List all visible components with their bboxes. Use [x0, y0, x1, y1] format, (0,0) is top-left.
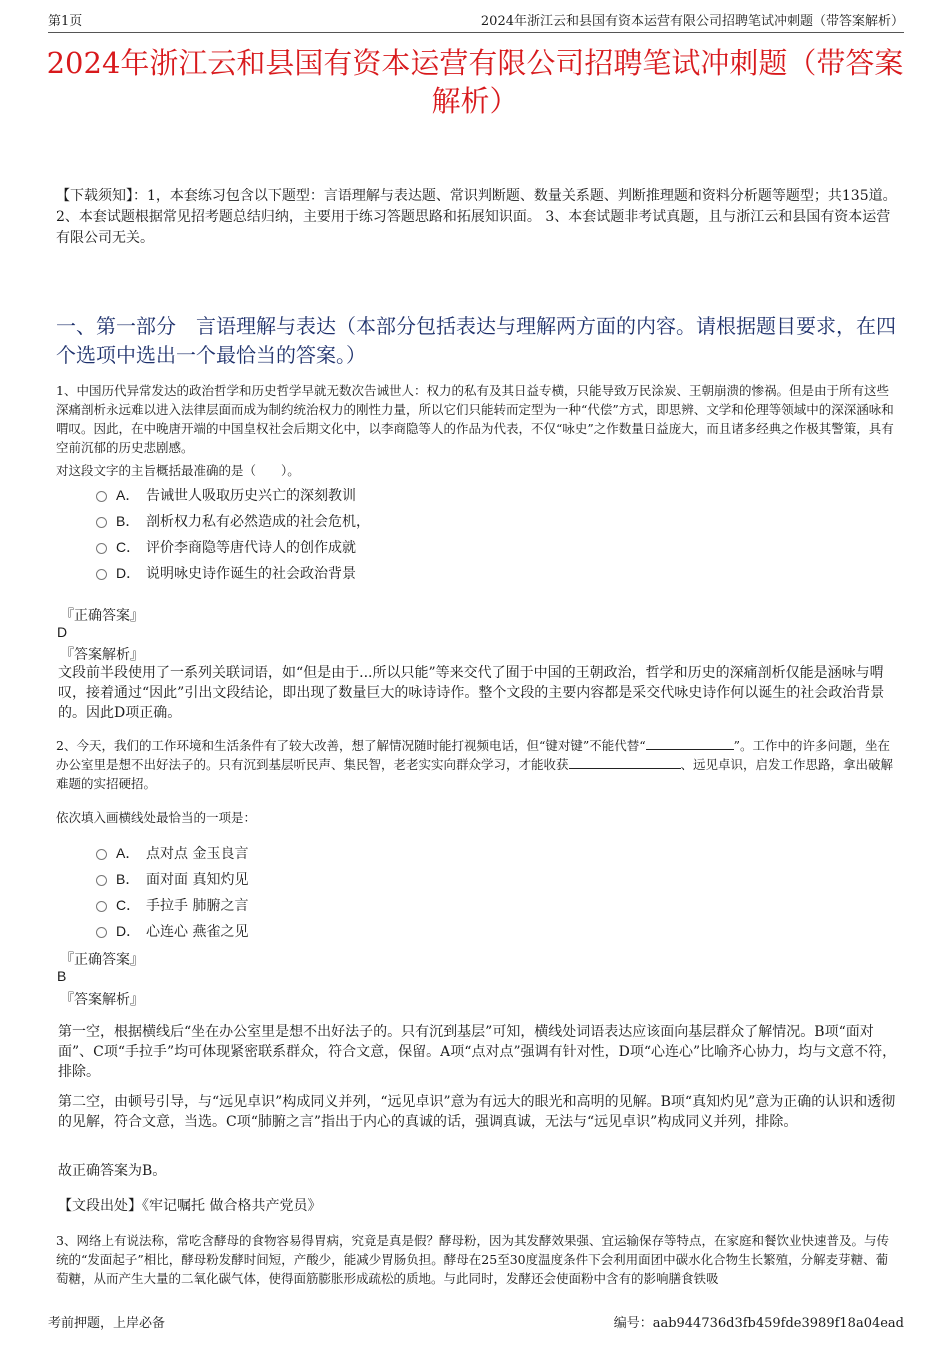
q2-option-d[interactable]: [96, 921, 248, 941]
radio-icon[interactable]: [96, 927, 107, 938]
document-title: 2024年浙江云和县国有资本运营有限公司招聘笔试冲刺题（带答案解析）: [46, 46, 904, 118]
option-text: 点对点 金玉良言: [146, 846, 249, 862]
q2-analysis-para-2: 第二空，由顿号引导，与“远见卓识”构成同义并列，“远见卓识”意为有远大的眼光和高明的见解。B项“真知灼见”意为正确的认识和透彻的见解，符合文意，当选。C项“肺腑之言”指出于内心的真诚的话，强调真诚，无法与“远见卓识”构成同义并列，排除。: [58, 1094, 896, 1130]
q1-option-d[interactable]: [96, 563, 356, 583]
q2-option-c[interactable]: [96, 895, 248, 915]
option-letter: A．: [116, 845, 140, 861]
q1-option-b[interactable]: [96, 511, 370, 531]
fill-blank-1: [646, 737, 734, 750]
option-text: 说明咏史诗作诞生的社会政治背景: [146, 566, 356, 582]
option-letter: B．: [116, 513, 140, 529]
q1-analysis: 文段前半段使用了一系列关联词语，如“但是由于...所以只能”等来交代了囿于中国的王朝政治，哲学和历史的深痛剖析仅能是涵咏与喟叹，接着通过“因此”引出文段结论，即出现了数量巨大的咏诗诗作。整个文段的主要内容都是采交代咏史诗作何以诞生的社会政治背景的。因此D项正确。: [58, 665, 885, 721]
header-doc-title: 2024年浙江云和县国有资本运营有限公司招聘笔试冲刺题（带答案解析）: [480, 14, 904, 29]
option-letter: D．: [116, 923, 141, 939]
q2-analysis-label: 『答案解析』: [60, 992, 144, 1008]
option-letter: B．: [116, 871, 140, 887]
page-header: [48, 10, 904, 33]
q2-stem: [56, 736, 898, 793]
q1-stem: 1、中国历代异常发达的政治哲学和历史哲学早就无数次告诫世人：权力的私有及其日益专横，只能导致万民涂炭、王朝崩溃的惨祸。但是由于所有这些深痛剖析永远难以进入法律层面而成为制约统治权力的刚性力量，所以它们只能转而定型为一种“代偿”方式，即思辨、文学和伦理等领域中的深深涵咏和喟叹。因此，在中晚唐开端的中国皇权社会后期文化中，以李商隐等人的作品为代表，不仅“咏史”之作数量日益庞大，而且诸多经典之作极其警策，具有空前沉郁的历史悲剧感。: [56, 383, 894, 455]
q2-stem-part-2: ”。工作中的许多问题，坐在办公室里是想不出好法子的。只有沉到基层听民声、集民智，老老实实向群众学习，才能收获: [56, 738, 891, 772]
q1-option-c[interactable]: [96, 537, 356, 557]
q3-stem: 3、网络上有说法称，常吃含酵母的食物容易得胃病，究竟是真是假？酵母粉，因为其发酵效果强、宜运输保存等特点，在家庭和餐饮业快速普及。与传统的“发面起子”相比，酵母粉发酵时间短，产酸少，能减少胃肠负担。酵母在25至30度温度条件下会利用面团中碳水化合物生长繁殖，分解麦芽糖、葡萄糖，从而产生大量的二氧化碳气体，使得面筋膨胀形成疏松的质地。与此同时，发酵还会使面粉中含有的影响膳食铁吸: [56, 1233, 889, 1286]
page-number: 第1页: [48, 14, 83, 29]
footer-slogan: 考前押题，上岸必备: [48, 1316, 166, 1331]
q2-answer: B: [57, 968, 67, 984]
q2-ask: 依次填入画横线处最恰当的一项是：: [56, 810, 257, 825]
option-text: 评价李商隐等唐代诗人的创作成就: [146, 540, 356, 556]
q2-conclusion: 故正确答案为B。: [58, 1163, 167, 1179]
section-heading: 一、第一部分 言语理解与表达（本部分包括表达与理解两方面的内容。请根据题目要求，在四个选项中选出一个最恰当的答案。）: [56, 314, 896, 367]
q2-option-a[interactable]: [96, 843, 248, 863]
q2-analysis-para-1: 第一空，根据横线后“坐在办公室里是想不出好法子的。只有沉到基层”可知，横线处词语表达应该面向基层群众了解情况。B项“面对面”、C项“手拉手”均可体现紧密联系群众，符合文意，保留。A项“点对点”强调有针对性，D项“心连心”比喻齐心协力，均与文意不符，排除。: [58, 1024, 897, 1080]
radio-icon[interactable]: [96, 517, 107, 528]
q2-option-b[interactable]: [96, 869, 248, 889]
footer-serial: 编号：aab944736d3fb459fde3989f18a04ead: [613, 1316, 904, 1331]
option-text: 告诫世人吸取历史兴亡的深刻教训: [146, 488, 356, 504]
q1-ask: 对这段文字的主旨概括最准确的是（ ）。: [56, 463, 300, 478]
q2-stem-part-1: 2、今天，我们的工作环境和生活条件有了较大改善，想了解情况随时能打视频电话，但“键对键”不能代替“: [56, 738, 646, 753]
option-text: 面对面 真知灼见: [146, 872, 249, 888]
radio-icon[interactable]: [96, 569, 107, 580]
option-letter: C．: [116, 539, 141, 555]
q2-source: [58, 1196, 898, 1216]
q2-correct-label: 『正确答案』: [60, 952, 144, 968]
radio-icon[interactable]: [96, 491, 107, 502]
fill-blank-2: [569, 756, 681, 769]
radio-icon[interactable]: [96, 849, 107, 860]
q2-stem-part-3: 、远见卓识，启发工作思路，拿出破解难题的实招硬招。: [56, 757, 894, 791]
q1-answer: D: [57, 624, 68, 640]
q2-source-label: 【文段出处】: [58, 1198, 142, 1214]
option-text: 心连心 燕雀之见: [146, 924, 249, 940]
option-letter: A．: [116, 487, 140, 503]
option-letter: D．: [116, 565, 141, 581]
download-notice: 【下载须知】：1，本套练习包含以下题型：言语理解与表达题、常识判断题、数量关系题、判断推理题和资料分析题等题型；共135道。 2、本套试题根据常见招考题总结归纳，主要用于练习答题思路和拓展知识面。 3、本套试题非考试真题，且与浙江云和县国有资本运营有限公司无关。: [56, 188, 897, 246]
option-text: 剖析权力私有必然造成的社会危机，: [146, 514, 370, 530]
q2-source-title: 《牢记嘱托 做合格共产党员》: [142, 1198, 322, 1214]
option-text: 手拉手 肺腑之言: [146, 898, 249, 914]
q1-option-a[interactable]: [96, 485, 356, 505]
option-letter: C．: [116, 897, 141, 913]
radio-icon[interactable]: [96, 543, 107, 554]
radio-icon[interactable]: [96, 875, 107, 886]
q1-analysis-label: 『答案解析』: [60, 647, 144, 663]
radio-icon[interactable]: [96, 901, 107, 912]
q1-correct-label: 『正确答案』: [60, 608, 144, 624]
